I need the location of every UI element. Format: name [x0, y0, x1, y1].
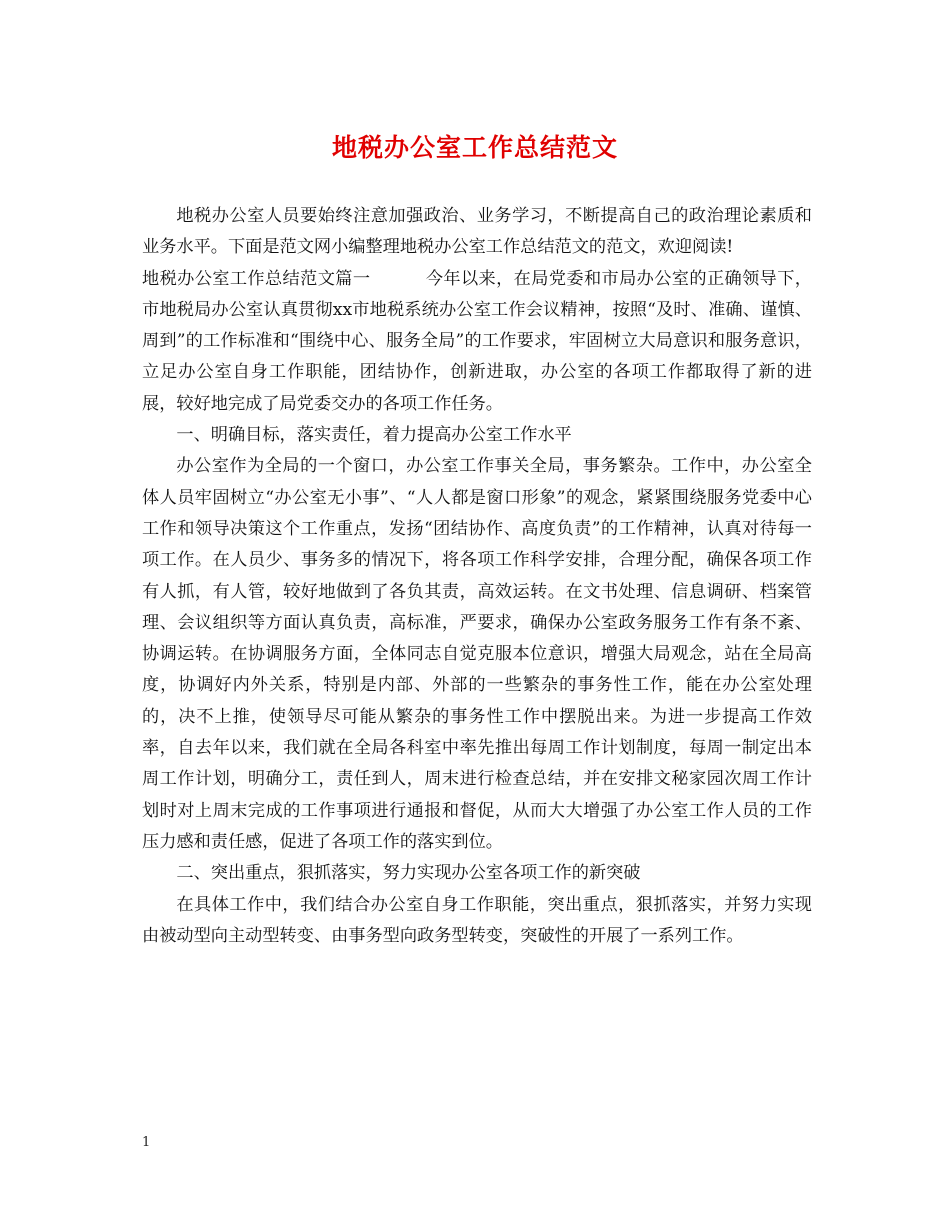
article-opening-paragraph — [142, 264, 812, 420]
section-1-heading: 一、明确目标，落实责任，着力提高办公室工作水平 — [176, 425, 572, 446]
article-opening-text: 今年以来，在局党委和市局办公室的正确领导下，市地税局办公室认真贯彻xx市地税系统办公室工作会议精神，按照“及时、准确、谨慎、周到”的工作标准和“围绕中心、服务全局”的工作要求，牢固树立大局意识和服务意识，立足办公室自身工作职能，团结协作，创新进取，办公室的各项工作都取得了新的进展，较好地完成了局党委交办的各项工作任务。 — [142, 268, 812, 414]
document-body — [142, 201, 812, 952]
section-2-heading: 二、突出重点，狠抓落实，努力实现办公室各项工作的新突破 — [176, 863, 641, 884]
section-1-paragraph: 办公室作为全局的一个窗口，办公室工作事关全局，事务繁杂。工作中，办公室全体人员牢固树立“办公室无小事”、“人人都是窗口形象”的观念，紧紧围绕服务党委中心工作和领导决策这个工作重点，发扬“团结协作、高度负责”的工作精神，认真对待每一项工作。在人员少、事务多的情况下，将各项工作科学安排，合理分配，确保各项工作有人抓，有人管，较好地做到了各负其责，高效运转。在文书处理、信息调研、档案管理、会议组织等方面认真负责，高标准，严要求，确保办公室政务服务工作有条不紊、协调运转。在协调服务方面，全体同志自觉克服本位意识，增强大局观念，站在全局高度，协调好内外关系，特别是内部、外部的一些繁杂的事务性工作，能在办公室处理的，决不上推，使领导尽可能从繁杂的事务性工作中摆脱出来。为进一步提高工作效率，自去年以来，我们就在全局各科室中率先推出每周工作计划制度，每周一制定出本周工作计划，明确分工，责任到人，周末进行检查总结，并在安排文秘家园次周工作计划时对上周末完成的工作事项进行通报和督促，从而大大增强了办公室工作人员的工作压力感和责任感，促进了各项工作的落实到位。 — [142, 456, 812, 852]
intro-paragraph: 地税办公室人员要始终注意加强政治、业务学习，不断提高自己的政治理论素质和业务水平。下面是范文网小编整理地税办公室工作总结范文的范文，欢迎阅读! — [142, 206, 812, 258]
page-number: 1 — [142, 1135, 151, 1150]
section-2-paragraph: 在具体工作中，我们结合办公室自身工作职能，突出重点，狠抓落实，并努力实现由被动型向主动型转变、由事务型向政务型转变，突破性的开展了一系列工作。 — [142, 894, 812, 946]
article-heading: 地税办公室工作总结范文篇一 — [142, 268, 371, 289]
document-title: 地税办公室工作总结范文 — [331, 133, 618, 162]
